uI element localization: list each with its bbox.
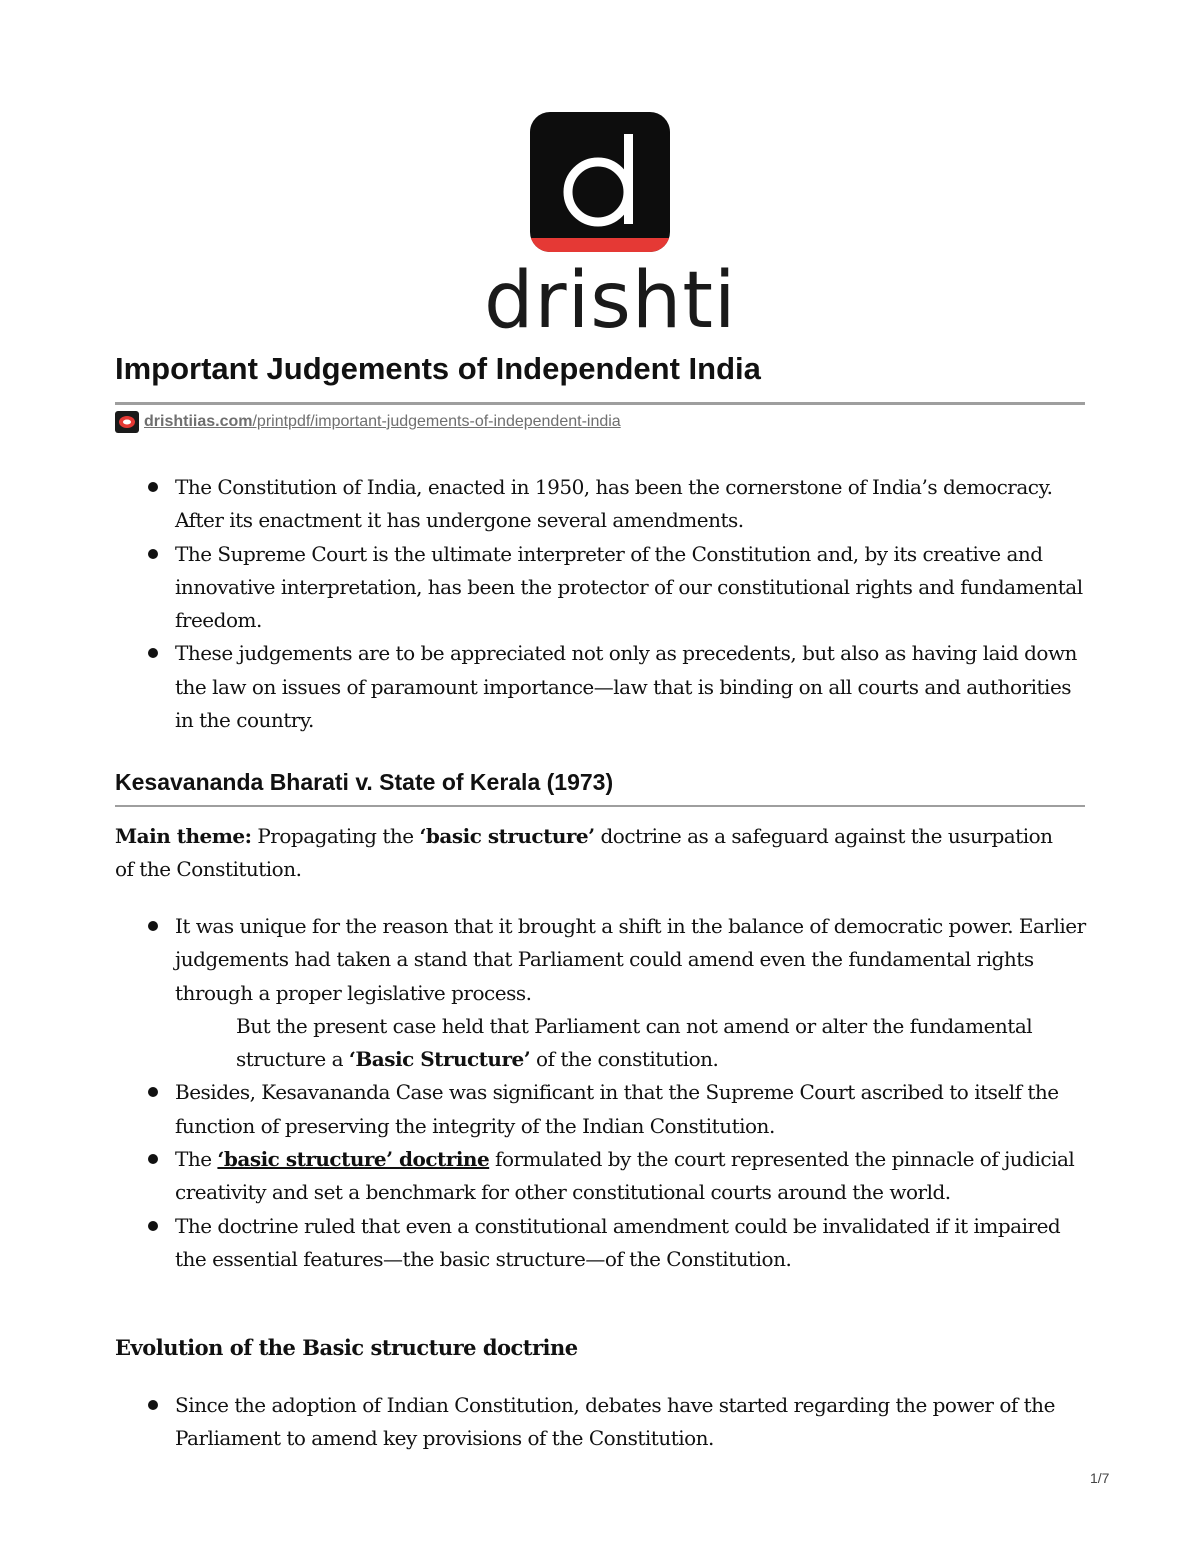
list-item: It was unique for the reason that it brought a shift in the balance of democratic power. Earlier judgements had taken a stand that Parliament could amend even the fundamental rights through a proper legislative process. But the present case held that Parliament can not amend or alter the fundamental structure a ‘Basic Structure’ of the constitution. — [175, 910, 1095, 1076]
continuation-paragraph: But the present case held that Parliament can not amend or alter the fundamental structure a ‘Basic Structure’ of the constitution. — [236, 1013, 1033, 1072]
list-item: Besides, Kesavananda Case was significant in that the Supreme Court ascribed to itself the function of preserving the integrity of the Indian Constitution. — [175, 1076, 1095, 1143]
page-number: 1/7 — [1090, 1470, 1110, 1486]
intro-bullet-list — [175, 471, 1095, 737]
main-theme-paragraph: Main theme: Propagating the ‘basic structure’ doctrine as a safeguard against the usurpation of the Constitution. — [115, 824, 1053, 882]
kesavananda-bullet-list — [175, 910, 1095, 1276]
source-path[interactable]: /printpdf/important-judgements-of-independent-india — [252, 413, 621, 430]
bullet-icon — [148, 921, 158, 931]
drishti-d-logo-icon — [530, 112, 670, 252]
bullet-icon — [148, 482, 158, 492]
basic-structure-term: ‘basic structure’ — [419, 824, 595, 848]
logo-wordmark: drishti — [484, 256, 737, 346]
bullet-icon — [148, 1221, 158, 1231]
basic-structure-doctrine-link[interactable]: ‘basic structure’ doctrine — [217, 1147, 490, 1172]
list-item: These judgements are to be appreciated not only as precedents, but also as having laid down the law on issues of paramount importance—law that is binding on all courts and authorities in the country. — [175, 637, 1095, 737]
evolution-bullet-list — [175, 1389, 1095, 1456]
drishti-logo — [484, 110, 737, 346]
bullet-icon — [148, 549, 158, 559]
bullet-icon — [148, 648, 158, 658]
list-item: The Constitution of India, enacted in 1950, has been the cornerstone of India’s democracy. After its enactment it has undergone several amendments. — [175, 471, 1095, 538]
source-link[interactable] — [115, 410, 621, 434]
list-item: The doctrine ruled that even a constitutional amendment could be invalidated if it impaired the essential features—the basic structure—of the Constitution. — [175, 1210, 1095, 1277]
section-heading: Kesavananda Bharati v. State of Kerala (1973) — [115, 769, 614, 795]
title-divider — [115, 402, 1085, 405]
bullet-icon — [148, 1087, 158, 1097]
bullet-icon — [148, 1400, 158, 1410]
source-url[interactable] — [144, 413, 621, 431]
list-item: Since the adoption of Indian Constitution, debates have started regarding the power of the Parliament to amend key provisions of the Constitution. — [175, 1389, 1095, 1456]
list-item: The ‘basic structure’ doctrine formulated by the court represented the pinnacle of judicial creativity and set a benchmark for other constitutional courts around the world. — [175, 1143, 1095, 1210]
bullet-icon — [148, 1154, 158, 1164]
source-domain[interactable]: drishtiias.com — [144, 413, 253, 430]
section-divider — [115, 805, 1085, 807]
page-title: Important Judgements of Independent India — [115, 351, 761, 386]
main-theme-label: Main theme: — [115, 824, 252, 848]
basic-structure-term: ‘Basic Structure’ — [348, 1047, 531, 1072]
subsection-heading: Evolution of the Basic structure doctrine — [115, 1335, 578, 1360]
list-item: The Supreme Court is the ultimate interpreter of the Constitution and, by its creative and innovative interpretation, has been the protector of our constitutional rights and fundamental freedom. — [175, 538, 1095, 638]
drishti-favicon-icon — [115, 411, 139, 433]
